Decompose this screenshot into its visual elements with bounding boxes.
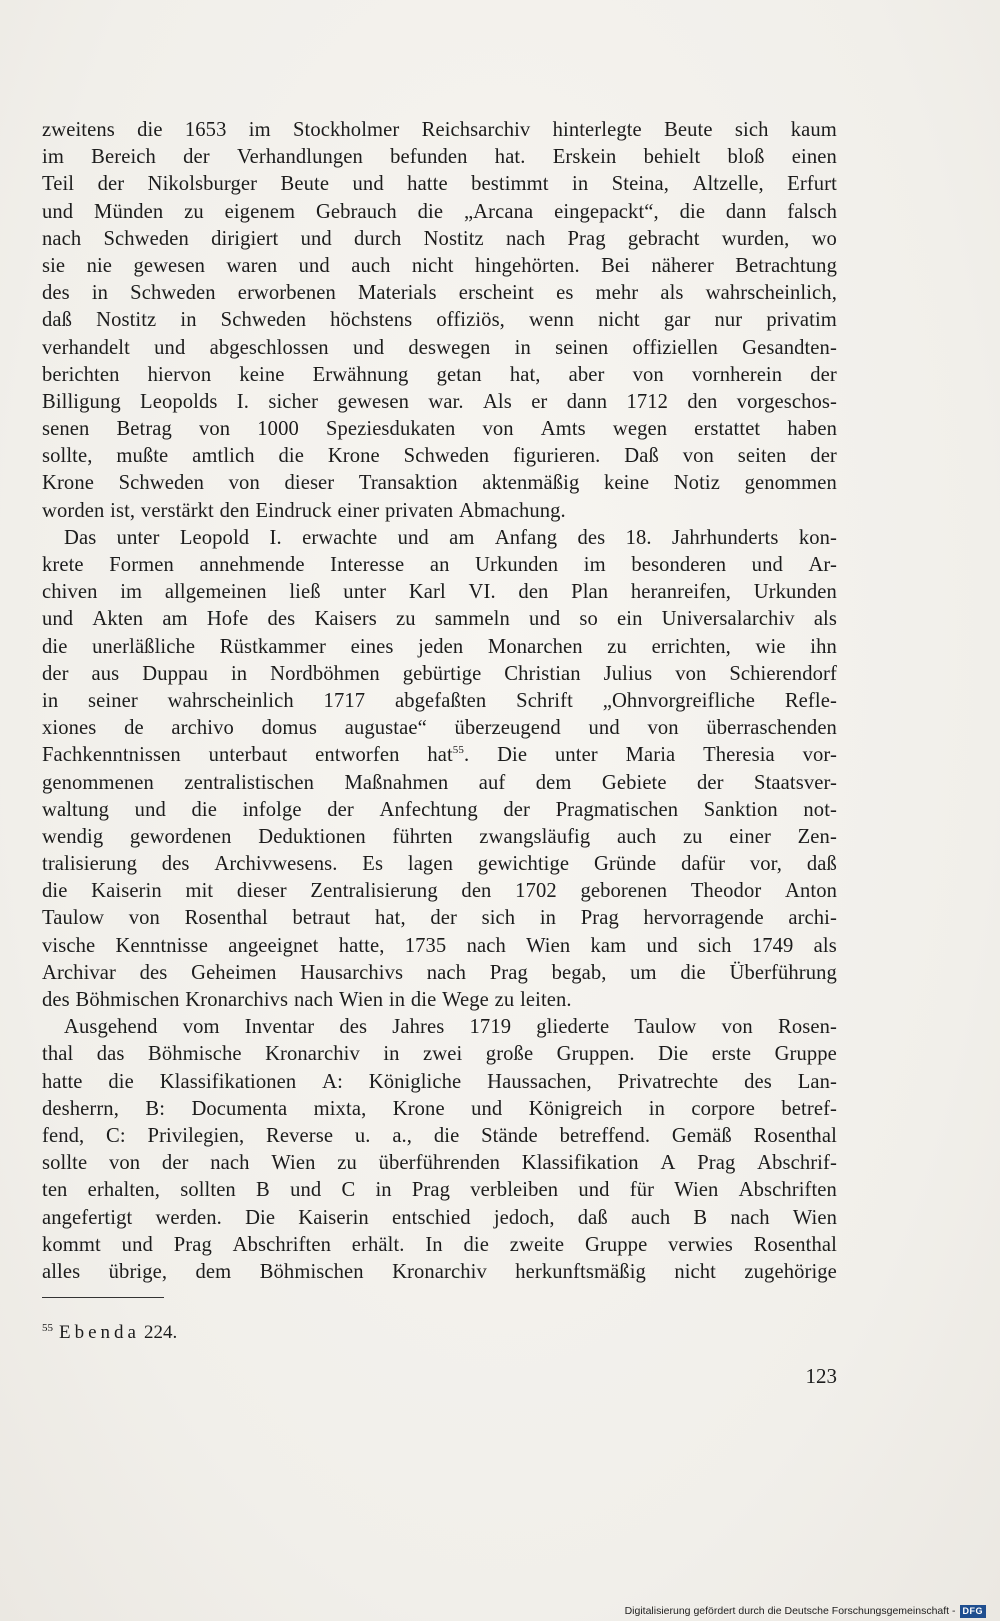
text-line: xiones de archivo domus augustae“ überzeugend und von überraschenden (42, 717, 837, 740)
text-line: hatte die Klassifikationen A: Königliche Haussachen, Privatrechte des Lan- (42, 1070, 837, 1093)
dfg-logo-icon: DFG (960, 1605, 987, 1618)
text-line: sollte, mußte amtlich die Krone Schweden figurieren. Daß von seiten der (42, 445, 837, 468)
text-line: kommt und Prag Abschriften erhält. In die zweite Gruppe verwies Rosenthal (42, 1233, 837, 1256)
footnote-divider (42, 1297, 164, 1298)
footnote (42, 1316, 177, 1345)
text-line: und Akten am Hofe des Kaisers zu sammeln und so ein Universalarchiv als (42, 608, 837, 631)
body-text (42, 117, 837, 1286)
page-number: 123 (805, 1364, 837, 1388)
text-line: ten erhalten, sollten B und C in Prag verbleiben und für Wien Abschriften (42, 1179, 837, 1202)
footnote-number: 55 (42, 1322, 53, 1334)
text-line: berichten hiervon keine Erwähnung getan hat, aber von vornherein der (42, 363, 837, 386)
text-line: vische Kenntnisse angeeignet hatte, 1735 nach Wien kam und sich 1749 als (42, 934, 837, 957)
text-line: genommenen zentralistischen Maßnahmen auf dem Gebiete der Staatsver- (42, 771, 837, 794)
text-line: des in Schweden erworbenen Materials erscheint es mehr als wahrscheinlich, (42, 282, 837, 305)
text-line: nach Schweden dirigiert und durch Nostitz nach Prag gebracht wurden, wo (42, 227, 837, 250)
digitization-credit (625, 1603, 986, 1619)
text-line: sie nie gewesen waren und auch nicht hingehörten. Bei näherer Betrachtung (42, 254, 837, 277)
text-line: Krone Schweden von dieser Transaktion aktenmäßig keine Notiz genommen (42, 472, 837, 495)
text-line: angefertigt werden. Die Kaiserin entschied jedoch, daß auch B nach Wien (42, 1206, 837, 1229)
text-line: Teil der Nikolsburger Beute und hatte bestimmt in Steina, Altzelle, Erfurt (42, 173, 837, 196)
text-line: waltung und die infolge der Anfechtung der Pragmatischen Sanktion not- (42, 798, 837, 821)
text-line: daß Nostitz in Schweden höchstens offiziös, wenn nicht gar nur privatim (42, 309, 837, 332)
text-line: verhandelt und abgeschlossen und deswegen in seinen offiziellen Gesandten- (42, 336, 837, 359)
text-line: und Münden zu eigenem Gebrauch die „Arcana eingepackt“, die dann falsch (42, 200, 837, 223)
text-line: senen Betrag von 1000 Speziesdukaten von Amts wegen erstattet haben (42, 418, 837, 441)
text-line-with-footnote: Fachkenntnissen unterbaut entworfen hat$^{55}$. Die unter Maria Theresia vor- (42, 744, 837, 767)
footnote-text: 224. (143, 1322, 178, 1343)
text-line: des Böhmischen Kronarchivs nach Wien in die Wege zu leiten. (42, 989, 572, 1011)
text-line: chiven im allgemeinen ließ unter Karl VI. den Plan heranreifen, Urkunden (42, 581, 837, 604)
text-line: fend, C: Privilegien, Reverse u. a., die Stände betreffend. Gemäß Rosenthal (42, 1124, 837, 1147)
text-line: zweitens die 1653 im Stockholmer Reichsarchiv hinterlegte Beute sich kaum (42, 119, 837, 141)
text-line: die Kaiserin mit dieser Zentralisierung den 1702 geborenen Theodor Anton (42, 880, 837, 903)
footnote-source: Ebenda (59, 1322, 140, 1343)
text-line: desherrn, B: Documenta mixta, Krone und Königreich in corpore betref- (42, 1097, 837, 1120)
text-line: Taulow von Rosenthal betraut hat, der sich in Prag hervorragende archi- (42, 907, 837, 930)
text-line: der aus Duppau in Nordböhmen gebürtige Christian Julius von Schierendorf (42, 662, 837, 685)
text-line: krete Formen annehmende Interesse an Urkunden im besonderen und Ar- (42, 554, 837, 576)
text-line: wendig gewordenen Deduktionen führten zwangsläufig auch zu einer Zen- (42, 825, 837, 848)
text-line: sollte von der nach Wien zu überführenden Klassifikation A Prag Abschrif- (42, 1152, 837, 1175)
text-line: Ausgehend vom Inventar des Jahres 1719 gliederte Taulow von Rosen- (64, 1016, 837, 1039)
text-line: in seiner wahrscheinlich 1717 abgefaßten Schrift „Ohnvorgreifliche Refle- (42, 689, 837, 712)
footnote-reference: 55 (452, 744, 464, 757)
text-line: im Bereich der Verhandlungen befunden hat. Erskein behielt bloß einen (42, 146, 837, 169)
text-line: worden ist, verstärkt den Eindruck einer privaten Abmachung. (42, 499, 566, 522)
text-line: alles übrige, dem Böhmischen Kronarchiv herkunftsmäßig nicht zugehörige (42, 1260, 837, 1283)
text-line: Billigung Leopolds I. sicher gewesen war. Als er dann 1712 den vorgeschos- (42, 390, 837, 413)
text-line: Archivar des Geheimen Hausarchivs nach Prag begab, um die Überführung (42, 961, 837, 984)
text-line: Das unter Leopold I. erwachte und am Anfang des 18. Jahrhunderts kon- (64, 526, 837, 549)
text-line: die unerläßliche Rüstkammer eines jeden Monarchen zu errichten, wie ihn (42, 635, 837, 658)
text-line: thal das Böhmische Kronarchiv in zwei große Gruppen. Die erste Gruppe (42, 1043, 837, 1066)
text-line: tralisierung des Archivwesens. Es lagen gewichtige Gründe dafür vor, daß (42, 853, 837, 876)
credit-text: Digitalisierung gefördert durch die Deutsche Forschungsgemeinschaft - (624, 1605, 956, 1617)
